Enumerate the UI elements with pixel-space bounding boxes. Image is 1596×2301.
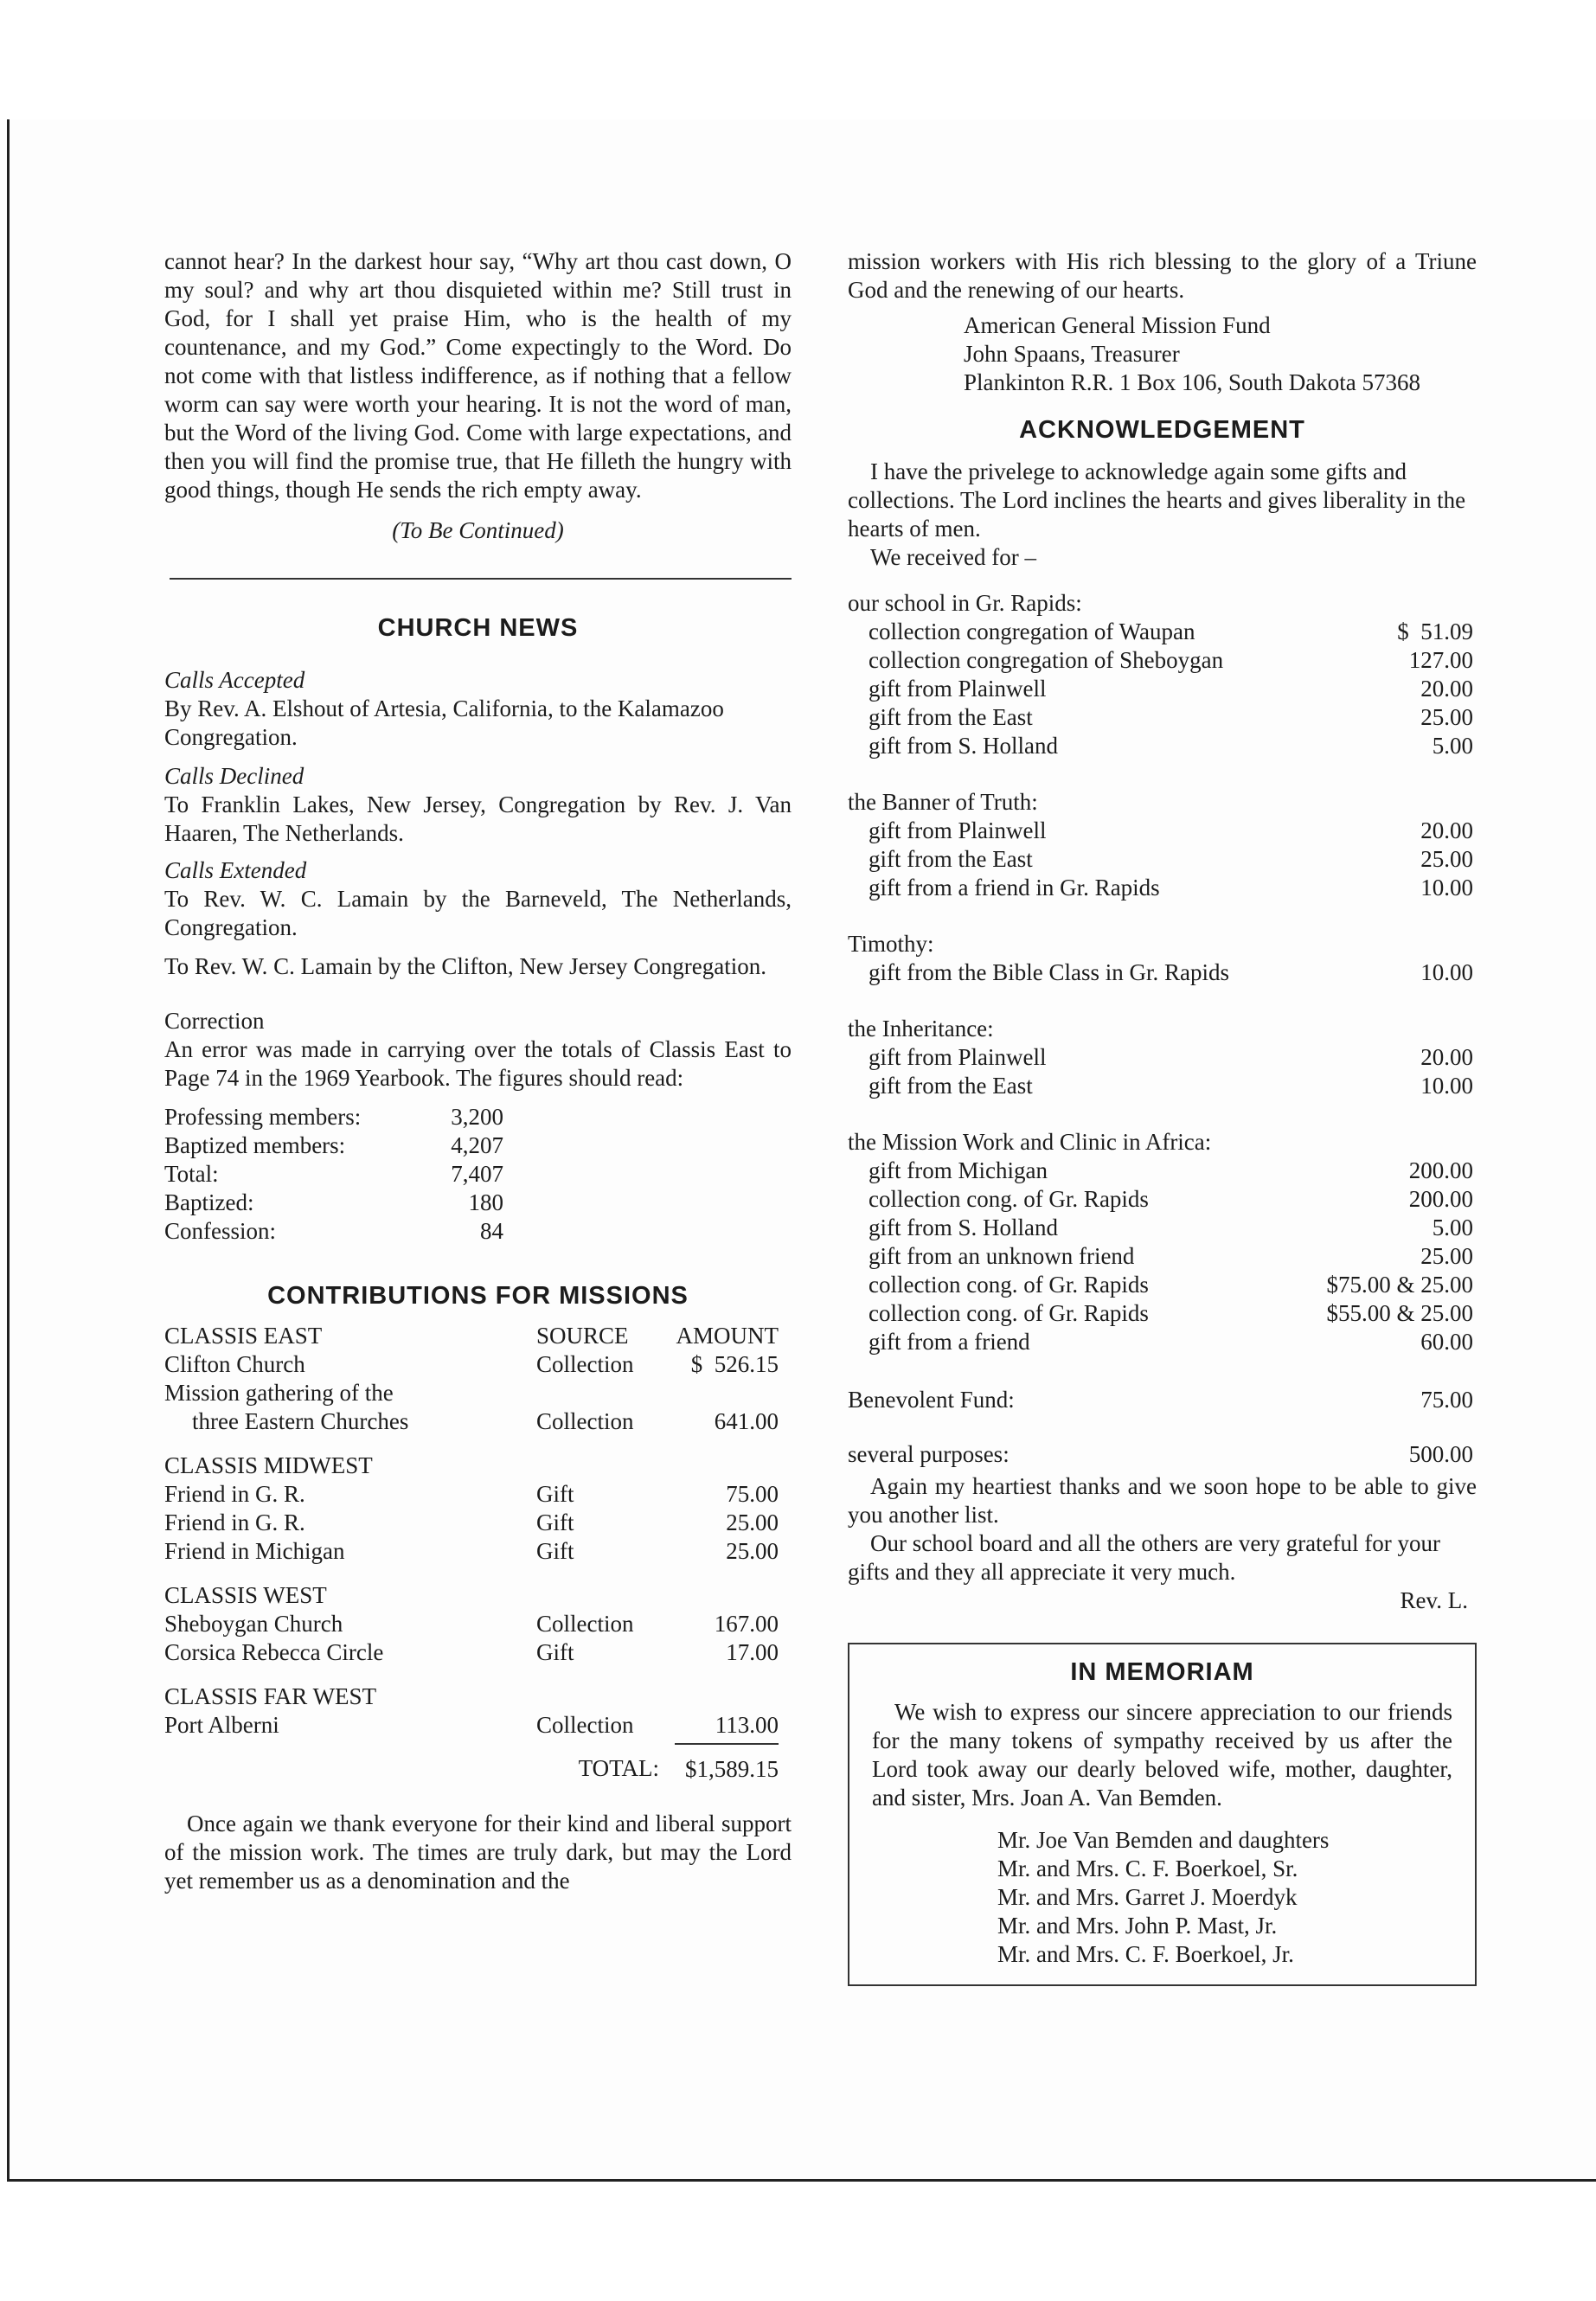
stat-row: Baptized members: 4,207 [164, 1132, 503, 1158]
table-row: Clifton Church Collection $ 526.15 [164, 1351, 779, 1377]
to-be-continued: (To Be Continued) [392, 517, 564, 543]
table-row: three Eastern Churches Collection 641.00 [192, 1408, 779, 1434]
table-row: Sheboygan Church Collection 167.00 [164, 1611, 779, 1637]
group-title: the Banner of Truth: [848, 789, 1038, 815]
table-row: Friend in Michigan Gift 25.00 [164, 1538, 779, 1564]
right-column [848, 247, 1477, 1986]
signer-line: Mr. and Mrs. John P. Mast, Jr. [997, 1913, 1278, 1939]
signer-line: Mr. and Mrs. C. F. Boerkoel, Jr. [997, 1941, 1294, 1967]
classis-farwest-header: CLASSIS FAR WEST [164, 1683, 377, 1709]
section-divider [170, 578, 792, 580]
signer-line: Mr. Joe Van Bemden and daughters [997, 1827, 1330, 1853]
contributions-heading: CONTRIBUTIONS FOR MISSIONS [267, 1282, 689, 1310]
list-item: gift from a friend 60.00 [869, 1329, 1473, 1355]
table-row: Friend in G. R. Gift 25.00 [164, 1509, 779, 1535]
list-item: collection congregation of Waupan $ 51.09 [869, 619, 1473, 644]
memoriam-signers [872, 1826, 1452, 1969]
acknowledgement-closing-2: Our school board and all the others are very grateful for your gifts and they all appreciate it very much. [848, 1530, 1441, 1585]
table-row: Friend in G. R. Gift 75.00 [164, 1481, 779, 1507]
list-item: gift from Plainwell 20.00 [869, 676, 1473, 702]
group-title: our school in Gr. Rapids: [848, 590, 1082, 616]
list-item: gift from the East 25.00 [869, 846, 1473, 872]
list-item: collection cong. of Gr. Rapids 200.00 [869, 1186, 1473, 1212]
benevolent-row: Benevolent Fund: 75.00 [848, 1387, 1473, 1413]
calls-accepted-text: By Rev. A. Elshout of Artesia, California, to the Kalamazoo Congregation. [164, 695, 724, 750]
list-item: gift from S. Holland 5.00 [869, 1215, 1473, 1240]
list-item: collection cong. of Gr. Rapids $75.00 & 25.00 [869, 1272, 1473, 1298]
classis-east-header: CLASSIS EAST SOURCE AMOUNT [164, 1323, 779, 1349]
article-continuation: cannot hear? In the darkest hour say, “Why art thou cast down, O my soul? and why art thou disquieted within me? Still trust in God, for I shall yet praise Him, who is the health of my countenance, and my God.” Come expectingly to the Word. Do not come with that listless indifference, as if nothing that a fellow worm can say were worth your hearing. It is not the word of man, but the Word of the living God. Come with large expectations, and then you will find the promise true, that He filleth the hungry with good things, though He sends the rich empty away. [164, 248, 792, 503]
list-item: gift from an unknown friend 25.00 [869, 1243, 1473, 1269]
list-item: gift from Michigan 200.00 [869, 1157, 1473, 1183]
acknowledgement-intro: I have the privelege to acknowledge again some gifts and collections. The Lord inclines the hearts and gives liberality in the hearts of men. [848, 458, 1466, 542]
list-item: gift from Plainwell 20.00 [869, 817, 1473, 843]
correction-title: Correction [164, 1008, 265, 1034]
table-row: Mission gathering of the [164, 1380, 394, 1406]
several-purposes-row: several purposes: 500.00 [848, 1441, 1473, 1467]
signer-line: Mr. and Mrs. C. F. Boerkoel, Sr. [997, 1856, 1298, 1881]
stat-row: Baptized: 180 [164, 1189, 503, 1215]
list-item: gift from the East 25.00 [869, 704, 1473, 730]
group-title: Timothy: [848, 931, 934, 957]
total-value: $1,589.15 [685, 1756, 779, 1782]
mission-continuation: mission workers with His rich blessing to the glory of a Triune God and the renewing of our hearts. [848, 248, 1477, 303]
stat-row: Total: 7,407 [164, 1161, 503, 1187]
fund-address: American General Mission Fund John Spaans, Treasurer Plankinton R.R. 1 Box 106, South Dakota 57368 [964, 312, 1421, 395]
calls-declined-title: Calls Declined [164, 763, 304, 789]
total-row [164, 1744, 779, 1784]
classis-midwest-header: CLASSIS MIDWEST [164, 1452, 373, 1478]
mission-thanks: Once again we thank everyone for their kind and liberal support of the mission work. The times are truly dark, but may the Lord yet remember us as a denomination and the [164, 1811, 792, 1894]
left-column [164, 247, 792, 1895]
calls-extended-text-2: To Rev. W. C. Lamain by the Clifton, New Jersey Congregation. [164, 953, 767, 979]
contributions-table [164, 1322, 779, 1784]
list-item: gift from S. Holland 5.00 [869, 733, 1473, 759]
group-title: the Mission Work and Clinic in Africa: [848, 1129, 1212, 1155]
classis-west-header: CLASSIS WEST [164, 1582, 327, 1608]
signer-line: Mr. and Mrs. Garret J. Moerdyk [997, 1884, 1298, 1910]
stat-row: Confession: 84 [164, 1218, 503, 1244]
list-item: gift from the East 10.00 [869, 1073, 1473, 1099]
acknowledgement-closing-1: Again my heartiest thanks and we soon hope to be able to give you another list. [848, 1473, 1477, 1528]
table-row: Corsica Rebecca Circle Gift 17.00 [164, 1639, 779, 1665]
stat-row: Professing members: 3,200 [164, 1104, 503, 1130]
group-title: the Inheritance: [848, 1016, 994, 1042]
calls-extended-title: Calls Extended [164, 857, 307, 883]
list-item: collection cong. of Gr. Rapids $55.00 & 25.00 [869, 1300, 1473, 1326]
received-line: We received for – [870, 544, 1036, 570]
calls-declined-text: To Franklin Lakes, New Jersey, Congregation by Rev. J. Van Haaren, The Netherlands. [164, 792, 792, 846]
in-memoriam-text: We wish to express our sincere appreciation to our friends for the many tokens of sympathy received by us after the Lord took away our dearly beloved wife, mother, daughter, and sister, Mrs. Joan A. Van Bemden. [872, 1699, 1452, 1811]
table-row: Port Alberni Collection 113.00 [164, 1711, 779, 1744]
in-memoriam-heading: IN MEMORIAM [1070, 1658, 1254, 1686]
acknowledgement-table [848, 589, 1473, 1469]
church-news-heading: CHURCH NEWS [377, 614, 579, 642]
calls-extended-text-1: To Rev. W. C. Lamain by the Barneveld, The Netherlands, Congregation. [164, 886, 792, 940]
list-item: gift from a friend in Gr. Rapids 10.00 [869, 875, 1473, 901]
classis-east-stats [164, 1103, 503, 1246]
calls-accepted-title: Calls Accepted [164, 667, 305, 693]
correction-text: An error was made in carrying over the totals of Classis East to Page 74 in the 1969 Yearbook. The figures should read: [164, 1036, 792, 1091]
total-label: TOTAL: [578, 1755, 659, 1781]
list-item: gift from Plainwell 20.00 [869, 1044, 1473, 1070]
list-item: gift from the Bible Class in Gr. Rapids 10.00 [869, 959, 1473, 985]
acknowledgement-heading: ACKNOWLEDGEMENT [1019, 416, 1305, 444]
list-item: collection congregation of Sheboygan 127.00 [869, 647, 1473, 673]
signature: Rev. L. [1400, 1587, 1468, 1613]
in-memoriam-box [848, 1643, 1477, 1986]
